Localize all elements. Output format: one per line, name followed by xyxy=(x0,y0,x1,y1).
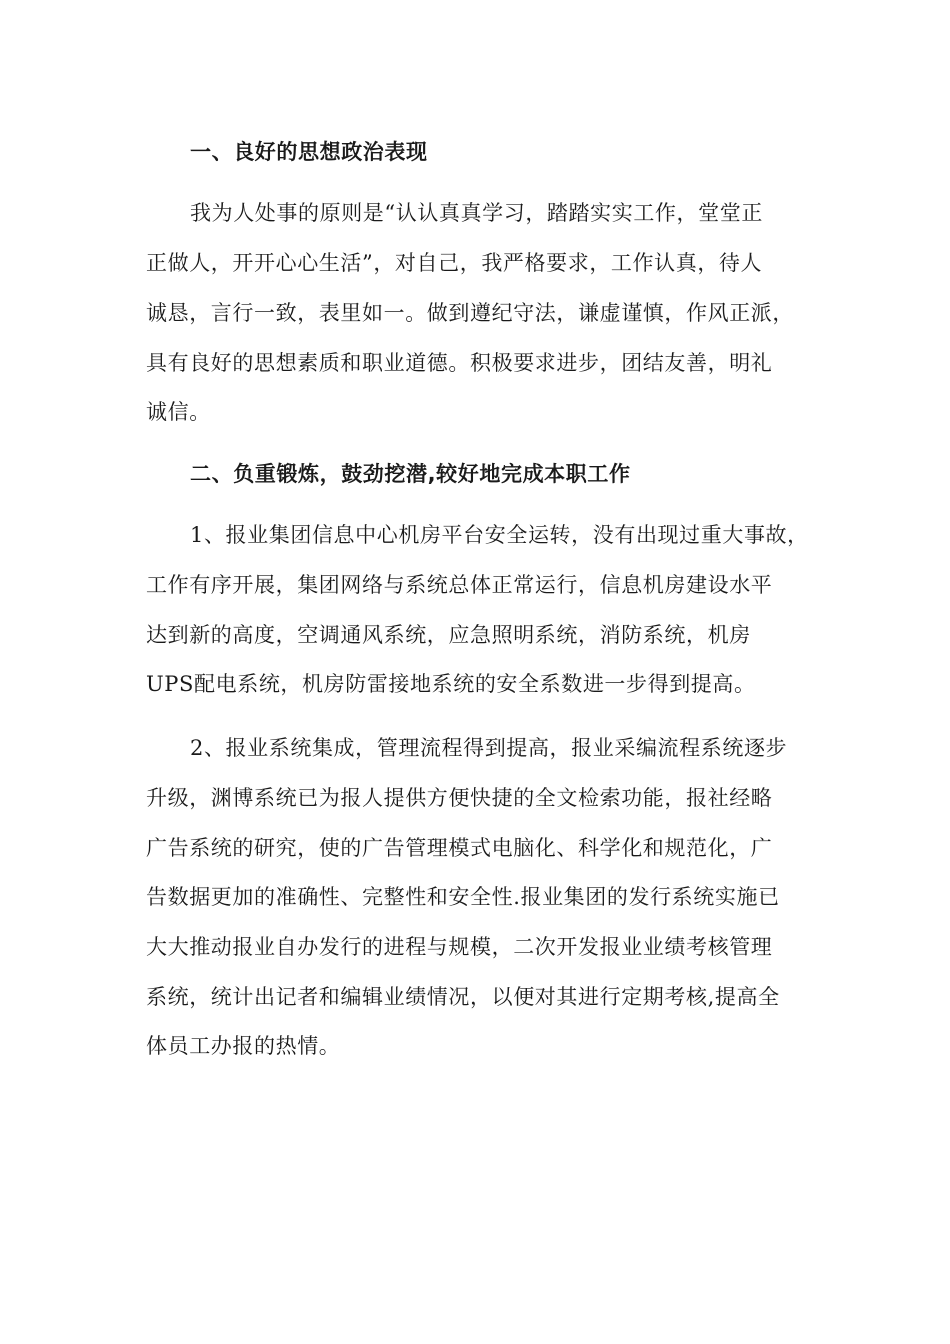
paragraph-line: 大大推动报业自办发行的进程与规模，二次开发报业业绩考核管理 xyxy=(146,935,773,959)
paragraph-line: 诚恳，言行一致，表里如一。做到遵纪守法，谦虚谨慎，作风正派， xyxy=(146,301,794,325)
paragraph-line: 告数据更加的准确性、完整性和安全性.报业集团的发行系统实施已 xyxy=(146,885,780,909)
paragraph-line: 我为人处事的原则是“认认真真学习，踏踏实实工作，堂堂正 xyxy=(190,201,763,225)
paragraph-line: 工作有序开展，集团网络与系统总体正常运行，信息机房建设水平 xyxy=(146,573,773,597)
section-heading-1: 一、良好的思想政治表现 xyxy=(190,140,428,164)
paragraph-line: 诚信。 xyxy=(146,400,211,424)
paragraph-line: 广告系统的研究，使的广告管理模式电脑化、科学化和规范化，广 xyxy=(146,836,773,860)
paragraph-line: UPS配电系统，机房防雷接地系统的安全系数进一步得到提高。 xyxy=(146,672,756,696)
paragraph-line: 达到新的高度，空调通风系统，应急照明系统，消防系统，机房 xyxy=(146,623,751,647)
paragraph-line: 升级，渊博系统已为报人提供方便快捷的全文检索功能，报社经略 xyxy=(146,786,773,810)
paragraph-line: 正做人，开开心心生活”，对自己，我严格要求，工作认真，待人 xyxy=(146,251,763,275)
paragraph-line: 2、报业系统集成，管理流程得到提高，报业采编流程系统逐步 xyxy=(190,736,788,760)
paragraph-line: 1、报业集团信息中心机房平台安全运转，没有出现过重大事故， xyxy=(190,523,809,547)
paragraph-line: 系统，统计出记者和编辑业绩情况，以便对其进行定期考核,提高全 xyxy=(146,985,780,1009)
paragraph-line: 体员工办报的热情。 xyxy=(146,1034,341,1058)
section-heading-2: 二、负重锻炼，鼓劲挖潜,较好地完成本职工作 xyxy=(190,462,631,486)
paragraph-line: 具有良好的思想素质和职业道德。积极要求进步，团结友善，明礼 xyxy=(146,351,773,375)
